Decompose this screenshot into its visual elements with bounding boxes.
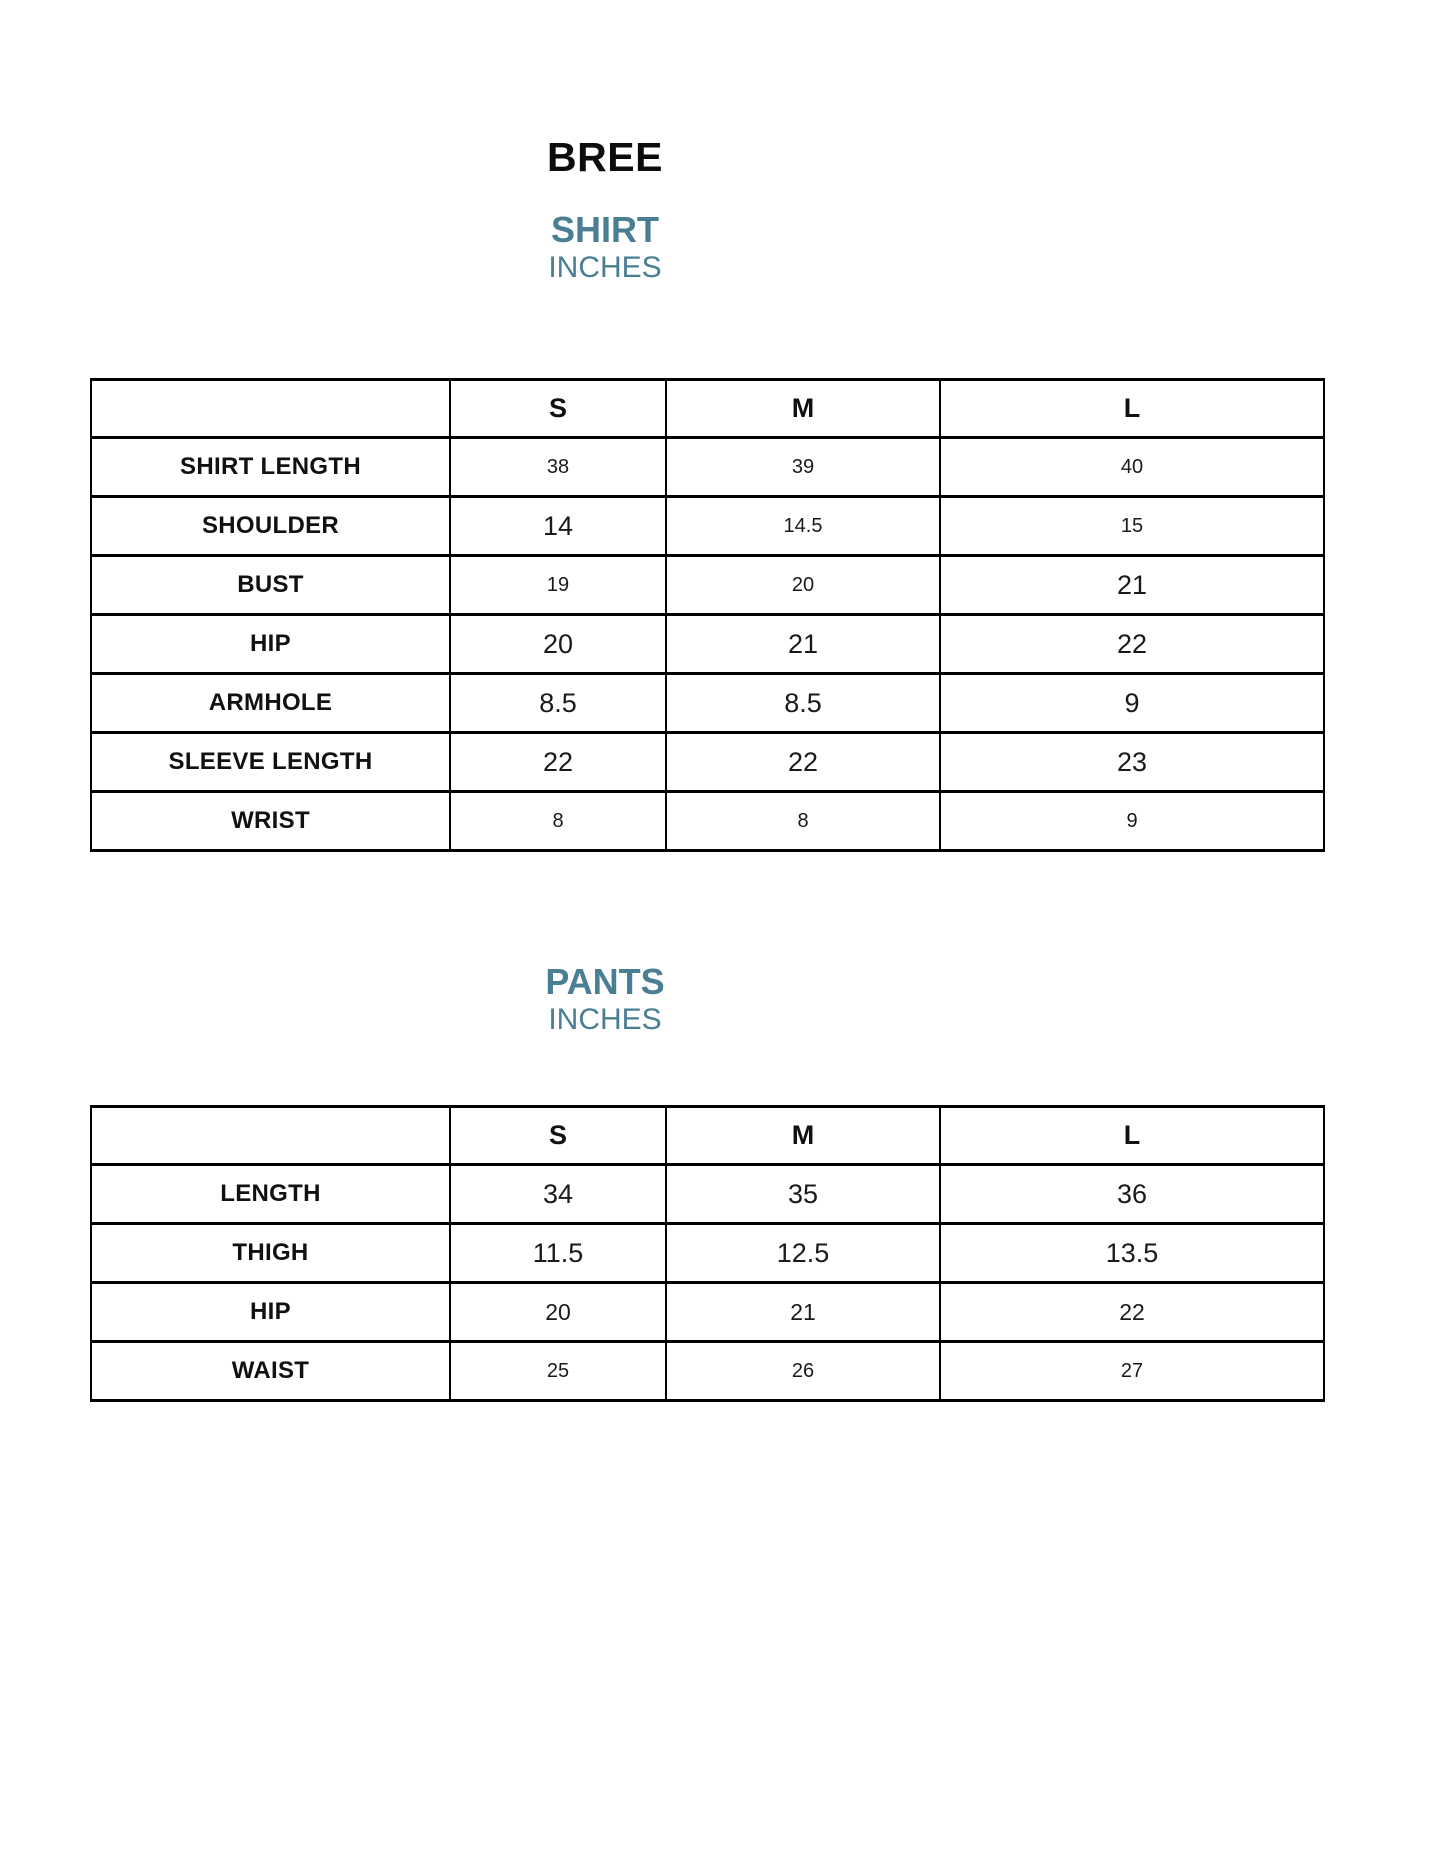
size-value-cell: 22 xyxy=(940,1283,1324,1342)
column-header-cell: S xyxy=(450,380,666,438)
size-value-cell: 35 xyxy=(666,1165,940,1224)
shirt-table-header-row xyxy=(91,380,1324,438)
size-value-cell: 25 xyxy=(450,1342,666,1401)
size-value-cell: 8.5 xyxy=(450,674,666,733)
size-value-cell: 20 xyxy=(450,1283,666,1342)
size-value-cell: 8 xyxy=(450,792,666,851)
column-header-cell: L xyxy=(940,1107,1324,1165)
column-header-cell: M xyxy=(666,380,940,438)
column-header-cell xyxy=(91,1107,450,1165)
size-value-cell: 39 xyxy=(666,438,940,497)
table-row xyxy=(91,792,1324,851)
row-label-cell: SLEEVE LENGTH xyxy=(91,733,450,792)
pants-size-table xyxy=(90,1105,1325,1402)
size-value-cell: 38 xyxy=(450,438,666,497)
row-label-cell: WAIST xyxy=(91,1342,450,1401)
column-header-cell: S xyxy=(450,1107,666,1165)
size-value-cell: 26 xyxy=(666,1342,940,1401)
size-value-cell: 14.5 xyxy=(666,497,940,556)
size-value-cell: 36 xyxy=(940,1165,1324,1224)
row-label-cell: THIGH xyxy=(91,1224,450,1283)
table-row xyxy=(91,733,1324,792)
column-header-cell xyxy=(91,380,450,438)
table-row xyxy=(91,438,1324,497)
page-title: BREE xyxy=(547,134,663,180)
section-heading-shirt: SHIRT xyxy=(551,209,659,250)
size-value-cell: 22 xyxy=(666,733,940,792)
row-label-cell: HIP xyxy=(91,1283,450,1342)
size-value-cell: 23 xyxy=(940,733,1324,792)
pants-table-header-row xyxy=(91,1107,1324,1165)
size-value-cell: 14 xyxy=(450,497,666,556)
column-header-cell: L xyxy=(940,380,1324,438)
size-value-cell: 19 xyxy=(450,556,666,615)
size-value-cell: 15 xyxy=(940,497,1324,556)
shirt-size-table xyxy=(90,378,1325,852)
table-row xyxy=(91,615,1324,674)
section-subheading-shirt-inches: INCHES xyxy=(548,251,662,284)
row-label-cell: ARMHOLE xyxy=(91,674,450,733)
table-row xyxy=(91,497,1324,556)
row-label-cell: SHOULDER xyxy=(91,497,450,556)
row-label-cell: SHIRT LENGTH xyxy=(91,438,450,497)
row-label-cell: WRIST xyxy=(91,792,450,851)
table-row xyxy=(91,1224,1324,1283)
row-label-cell: HIP xyxy=(91,615,450,674)
size-value-cell: 13.5 xyxy=(940,1224,1324,1283)
section-heading-pants: PANTS xyxy=(545,961,665,1002)
table-row xyxy=(91,1165,1324,1224)
size-value-cell: 22 xyxy=(450,733,666,792)
size-value-cell: 21 xyxy=(940,556,1324,615)
size-value-cell: 20 xyxy=(666,556,940,615)
size-value-cell: 8.5 xyxy=(666,674,940,733)
size-value-cell: 11.5 xyxy=(450,1224,666,1283)
size-value-cell: 20 xyxy=(450,615,666,674)
size-value-cell: 21 xyxy=(666,1283,940,1342)
size-value-cell: 8 xyxy=(666,792,940,851)
section-subheading-pants-inches: INCHES xyxy=(548,1003,662,1036)
size-value-cell: 22 xyxy=(940,615,1324,674)
size-value-cell: 34 xyxy=(450,1165,666,1224)
row-label-cell: LENGTH xyxy=(91,1165,450,1224)
table-row xyxy=(91,1342,1324,1401)
size-value-cell: 9 xyxy=(940,792,1324,851)
table-row xyxy=(91,674,1324,733)
size-value-cell: 12.5 xyxy=(666,1224,940,1283)
row-label-cell: BUST xyxy=(91,556,450,615)
size-value-cell: 9 xyxy=(940,674,1324,733)
size-value-cell: 21 xyxy=(666,615,940,674)
column-header-cell: M xyxy=(666,1107,940,1165)
table-row xyxy=(91,1283,1324,1342)
table-row xyxy=(91,556,1324,615)
size-value-cell: 27 xyxy=(940,1342,1324,1401)
size-value-cell: 40 xyxy=(940,438,1324,497)
